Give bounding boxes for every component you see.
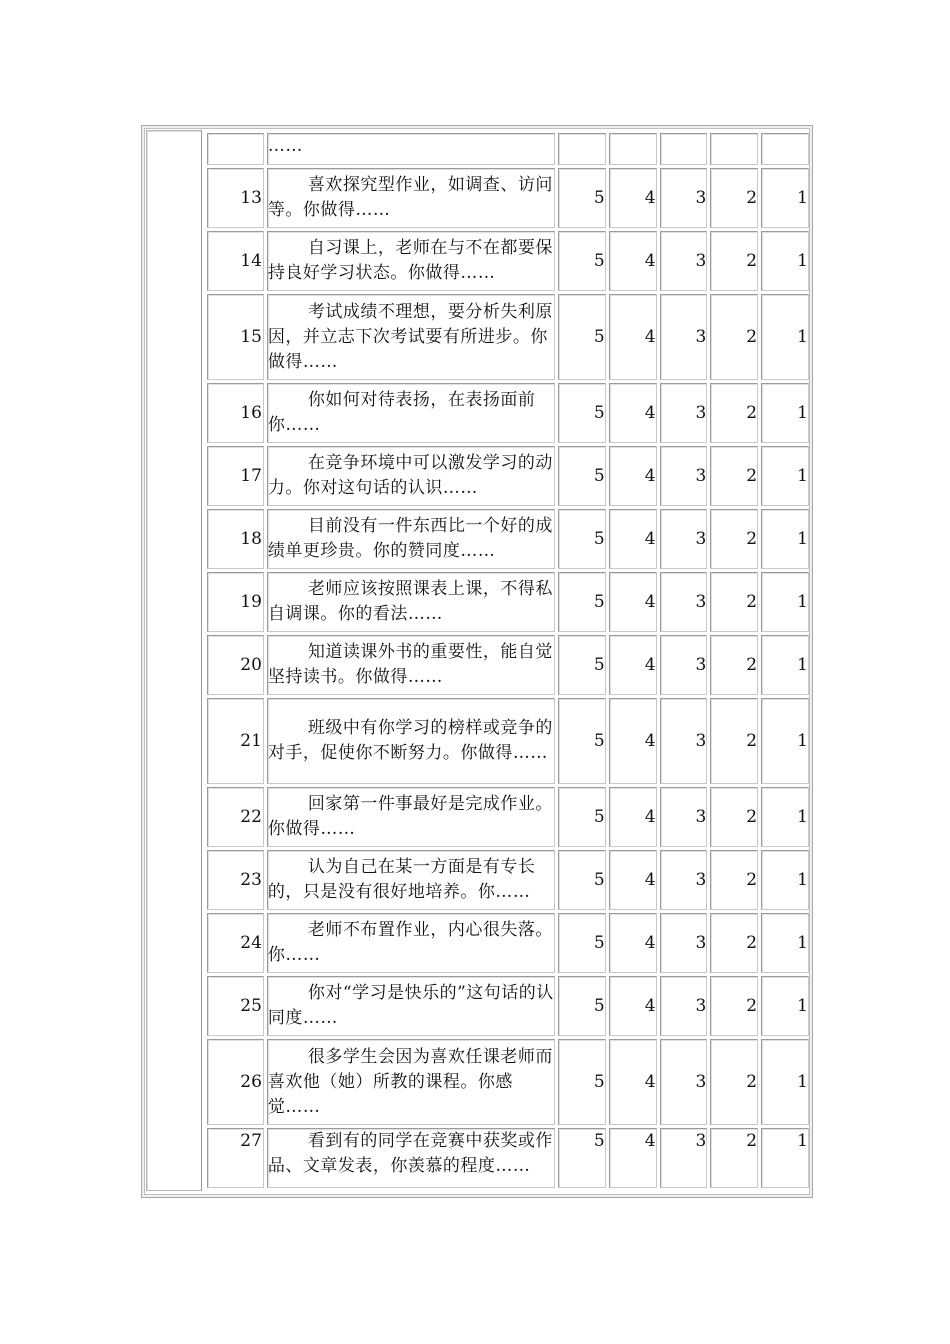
score-cell	[558, 635, 606, 695]
score-value: 5	[593, 591, 605, 612]
question-text-cell	[267, 787, 555, 847]
score-cell	[710, 168, 758, 228]
score-cell	[660, 133, 708, 165]
score-value: 5	[593, 730, 605, 751]
score-value: 4	[644, 932, 656, 953]
question-text: 老师不布置作业，内心很失落。你……	[267, 920, 553, 965]
score-cell	[710, 446, 758, 506]
score-value: 5	[593, 402, 605, 423]
score-value: 3	[695, 591, 707, 612]
score-cell	[761, 383, 809, 443]
table-row	[207, 446, 809, 506]
question-text: 知道读课外书的重要性，能自觉坚持读书。你做得……	[267, 642, 553, 687]
score-cell	[558, 509, 606, 569]
score-cell	[558, 572, 606, 632]
score-cell	[558, 383, 606, 443]
row-number-cell	[207, 383, 264, 443]
question-text-cell	[267, 698, 555, 784]
score-cell	[761, 850, 809, 910]
score-cell	[609, 913, 657, 973]
score-cell	[609, 698, 657, 784]
score-value: 5	[593, 1131, 605, 1151]
score-value: 2	[746, 869, 758, 890]
score-cell	[558, 446, 606, 506]
score-value: 3	[695, 250, 707, 271]
score-value: 5	[593, 932, 605, 953]
score-value: 1	[797, 1131, 808, 1151]
score-cell	[609, 850, 657, 910]
score-cell	[558, 168, 606, 228]
score-cell	[710, 1128, 758, 1188]
score-cell	[761, 572, 809, 632]
score-value: 1	[797, 591, 808, 612]
question-text-cell	[267, 168, 555, 228]
score-cell	[558, 913, 606, 973]
question-text: 很多学生会因为喜欢任课老师而喜欢他（她）所教的课程。你感觉……	[267, 1046, 553, 1117]
question-text: 在竞争环境中可以激发学习的动力。你对这句话的认识……	[267, 453, 553, 498]
score-cell	[609, 294, 657, 380]
score-cell	[660, 383, 708, 443]
score-cell	[710, 1039, 758, 1125]
row-number-cell	[207, 294, 264, 380]
question-text: 喜欢探究型作业，如调查、访问等。你做得……	[267, 175, 553, 220]
score-value: 5	[593, 250, 605, 271]
score-value: 3	[695, 326, 707, 347]
score-cell	[609, 976, 657, 1036]
row-number: 26	[240, 1071, 262, 1092]
table-row	[207, 1128, 809, 1188]
score-cell	[761, 698, 809, 784]
score-value: 3	[695, 932, 707, 953]
question-text-cell	[267, 383, 555, 443]
question-text-cell	[267, 976, 555, 1036]
row-number: 13	[240, 187, 262, 208]
score-cell	[558, 850, 606, 910]
table-row	[207, 913, 809, 973]
score-cell	[710, 635, 758, 695]
score-value: 3	[695, 995, 707, 1016]
score-value: 2	[746, 806, 758, 827]
row-number-cell	[207, 1128, 264, 1188]
row-number-cell	[207, 231, 264, 291]
score-cell	[761, 168, 809, 228]
score-cell	[660, 446, 708, 506]
score-value: 3	[695, 528, 707, 549]
question-text: 你对“学习是快乐的”这句话的认同度……	[267, 983, 554, 1028]
score-cell	[660, 976, 708, 1036]
score-cell	[761, 1039, 809, 1125]
question-text-cell	[267, 446, 555, 506]
score-value: 2	[746, 528, 758, 549]
row-number: 14	[240, 250, 262, 271]
score-cell	[710, 133, 758, 165]
row-number-cell	[207, 1039, 264, 1125]
score-cell	[660, 635, 708, 695]
score-value: 1	[797, 465, 808, 486]
row-number: 27	[240, 1131, 262, 1151]
score-value: 1	[797, 730, 808, 751]
question-text: 班级中有你学习的榜样或竞争的对手，促使你不断努力。你做得……	[267, 718, 553, 763]
row-number: 18	[240, 528, 262, 549]
score-value: 5	[593, 465, 605, 486]
score-cell	[761, 635, 809, 695]
score-value: 2	[746, 591, 758, 612]
row-number-cell	[207, 787, 264, 847]
score-value: 1	[797, 250, 808, 271]
score-cell	[660, 572, 708, 632]
score-cell	[609, 572, 657, 632]
score-value: 1	[797, 806, 808, 827]
score-cell	[660, 698, 708, 784]
score-value: 2	[746, 402, 758, 423]
left-category-cell	[146, 130, 202, 1191]
row-number-cell	[207, 635, 264, 695]
score-value: 1	[797, 869, 808, 890]
score-cell	[558, 133, 606, 165]
score-value: 5	[593, 869, 605, 890]
question-text: 自习课上，老师在与不在都要保持良好学习状态。你做得……	[267, 238, 553, 283]
score-cell	[710, 850, 758, 910]
score-cell	[609, 133, 657, 165]
score-cell	[660, 850, 708, 910]
score-cell	[710, 698, 758, 784]
score-cell	[558, 787, 606, 847]
question-text-cell	[267, 509, 555, 569]
row-number-cell	[207, 509, 264, 569]
question-text: 老师应该按照课表上课，不得私自调课。你的看法……	[267, 579, 553, 624]
score-value: 1	[797, 402, 808, 423]
score-cell	[710, 913, 758, 973]
row-number: 17	[240, 465, 262, 486]
score-value: 2	[746, 730, 758, 751]
score-value: 1	[797, 326, 808, 347]
score-value: 4	[644, 591, 656, 612]
score-cell	[761, 231, 809, 291]
score-value: 3	[695, 806, 707, 827]
score-cell	[609, 509, 657, 569]
score-value: 4	[644, 187, 656, 208]
row-number: 24	[240, 932, 262, 953]
score-value: 3	[695, 869, 707, 890]
score-value: 3	[695, 1131, 707, 1151]
question-text-cell	[267, 1039, 555, 1125]
score-value: 5	[593, 995, 605, 1016]
score-cell	[660, 294, 708, 380]
table-row	[207, 231, 809, 291]
row-number: 25	[240, 995, 262, 1016]
score-value: 1	[797, 187, 808, 208]
score-value: 2	[746, 250, 758, 271]
score-cell	[710, 294, 758, 380]
row-number: 19	[240, 591, 262, 612]
row-number: 15	[240, 326, 262, 347]
score-value: 3	[695, 402, 707, 423]
question-text-cell	[267, 1128, 555, 1188]
table-row	[207, 294, 809, 380]
score-cell	[558, 294, 606, 380]
score-cell	[710, 231, 758, 291]
question-text: 目前没有一件东西比一个好的成绩单更珍贵。你的赞同度……	[267, 516, 553, 561]
row-number-cell	[207, 976, 264, 1036]
table-row	[207, 509, 809, 569]
score-cell	[660, 168, 708, 228]
score-value: 5	[593, 326, 605, 347]
score-cell	[660, 509, 708, 569]
score-cell	[558, 976, 606, 1036]
question-text: ……	[267, 136, 303, 156]
score-cell	[609, 446, 657, 506]
score-value: 4	[644, 1071, 656, 1092]
row-number: 23	[240, 869, 262, 890]
score-cell	[710, 383, 758, 443]
score-value: 1	[797, 932, 808, 953]
score-cell	[609, 231, 657, 291]
question-text: 看到有的同学在竞赛中获奖或作品、文章发表，你羡慕的程度……	[267, 1131, 553, 1176]
score-cell	[609, 635, 657, 695]
score-value: 3	[695, 1071, 707, 1092]
question-text: 认为自己在某一方面是有专长的，只是没有很好地培养。你……	[267, 857, 536, 902]
score-value: 2	[746, 995, 758, 1016]
score-cell	[660, 913, 708, 973]
survey-table	[204, 130, 812, 1191]
row-number: 22	[240, 806, 262, 827]
score-value: 4	[644, 730, 656, 751]
row-number: 21	[240, 730, 262, 751]
row-number-cell	[207, 133, 264, 165]
score-cell	[660, 787, 708, 847]
score-value: 3	[695, 187, 707, 208]
score-cell	[558, 1128, 606, 1188]
table-row	[207, 635, 809, 695]
score-cell	[558, 1039, 606, 1125]
question-text-cell	[267, 850, 555, 910]
table-row	[207, 976, 809, 1036]
score-value: 3	[695, 730, 707, 751]
row-number-cell	[207, 913, 264, 973]
score-value: 4	[644, 465, 656, 486]
question-text: 考试成绩不理想，要分析失利原因，并立志下次考试要有所进步。你做得……	[267, 301, 553, 372]
score-value: 4	[644, 250, 656, 271]
score-cell	[761, 509, 809, 569]
score-value: 4	[644, 869, 656, 890]
question-text-cell	[267, 635, 555, 695]
score-cell	[761, 1128, 809, 1188]
question-text-cell	[267, 133, 555, 165]
score-value: 2	[746, 187, 758, 208]
score-cell	[710, 509, 758, 569]
table-row-continuation	[207, 133, 809, 165]
score-cell	[609, 168, 657, 228]
row-number-cell	[207, 572, 264, 632]
score-value: 4	[644, 806, 656, 827]
score-value: 2	[746, 1131, 758, 1151]
score-value: 5	[593, 187, 605, 208]
table-row	[207, 572, 809, 632]
score-cell	[761, 913, 809, 973]
table-row	[207, 1039, 809, 1125]
question-text-cell	[267, 231, 555, 291]
row-number-cell	[207, 446, 264, 506]
question-text: 回家第一件事最好是完成作业。你做得……	[267, 794, 553, 839]
score-cell	[609, 1039, 657, 1125]
row-number-cell	[207, 168, 264, 228]
score-value: 4	[644, 654, 656, 675]
row-number-cell	[207, 698, 264, 784]
score-value: 2	[746, 654, 758, 675]
score-value: 2	[746, 326, 758, 347]
score-value: 4	[644, 528, 656, 549]
score-value: 2	[746, 932, 758, 953]
score-cell	[761, 976, 809, 1036]
question-text-cell	[267, 913, 555, 973]
score-cell	[609, 1128, 657, 1188]
table-row	[207, 698, 809, 784]
score-value: 3	[695, 654, 707, 675]
score-value: 1	[797, 995, 808, 1016]
question-text-cell	[267, 294, 555, 380]
score-value: 4	[644, 326, 656, 347]
score-value: 5	[593, 806, 605, 827]
question-text: 你如何对待表扬，在表扬面前你……	[267, 390, 536, 435]
score-cell	[660, 1128, 708, 1188]
score-value: 1	[797, 528, 808, 549]
row-number: 16	[240, 402, 262, 423]
score-value: 5	[593, 528, 605, 549]
score-value: 1	[797, 654, 808, 675]
score-value: 3	[695, 465, 707, 486]
survey-frame	[141, 125, 813, 1198]
survey-table-body	[207, 133, 809, 1188]
score-cell	[660, 1039, 708, 1125]
score-value: 5	[593, 654, 605, 675]
score-cell	[761, 133, 809, 165]
score-cell	[710, 976, 758, 1036]
table-row	[207, 850, 809, 910]
score-value: 1	[797, 1071, 808, 1092]
score-value: 5	[593, 1071, 605, 1092]
score-cell	[761, 294, 809, 380]
score-cell	[609, 383, 657, 443]
question-text-cell	[267, 572, 555, 632]
table-row	[207, 787, 809, 847]
score-cell	[710, 787, 758, 847]
score-value: 4	[644, 995, 656, 1016]
row-number-cell	[207, 850, 264, 910]
score-value: 4	[644, 1131, 656, 1151]
table-row	[207, 168, 809, 228]
score-cell	[761, 446, 809, 506]
score-cell	[558, 698, 606, 784]
score-cell	[660, 231, 708, 291]
score-cell	[609, 787, 657, 847]
score-value: 2	[746, 465, 758, 486]
score-cell	[761, 787, 809, 847]
table-row	[207, 383, 809, 443]
score-value: 4	[644, 402, 656, 423]
score-cell	[710, 572, 758, 632]
score-value: 2	[746, 1071, 758, 1092]
score-cell	[558, 231, 606, 291]
row-number: 20	[240, 654, 262, 675]
